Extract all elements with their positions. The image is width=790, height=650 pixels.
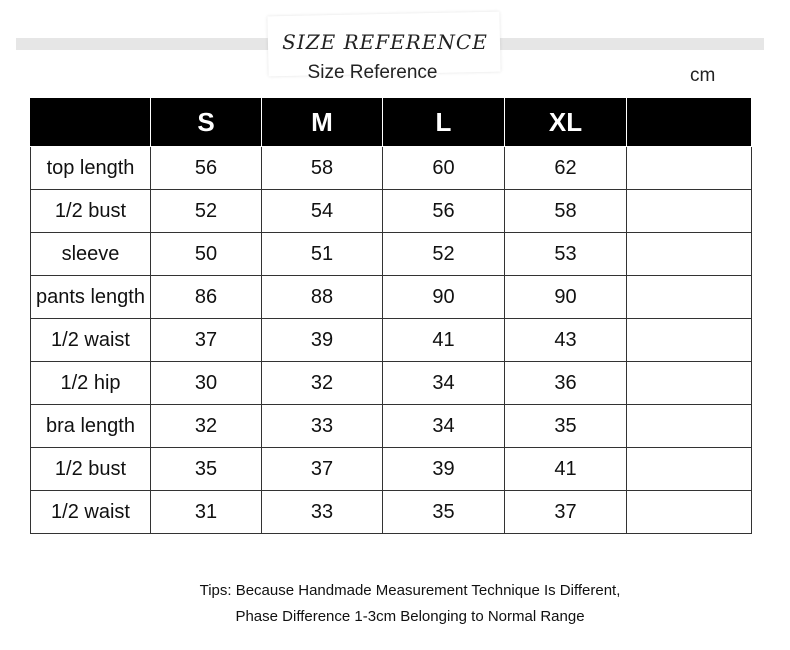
row-label: 1/2 bust xyxy=(31,190,151,233)
size-table xyxy=(30,97,752,534)
table-cell-empty xyxy=(627,276,752,319)
row-label: top length xyxy=(31,147,151,190)
table-cell-empty xyxy=(627,448,752,491)
table-cell: 56 xyxy=(151,147,262,190)
table-cell: 50 xyxy=(151,233,262,276)
row-label: pants length xyxy=(31,276,151,319)
table-cell: 90 xyxy=(505,276,627,319)
table-cell-empty xyxy=(627,319,752,362)
table-cell: 35 xyxy=(505,405,627,448)
table-row xyxy=(31,233,752,276)
table-cell: 58 xyxy=(262,147,383,190)
tips-line-1: Tips: Because Handmade Measurement Technique Is Different, xyxy=(199,582,621,599)
table-row xyxy=(31,276,752,319)
table-row xyxy=(31,319,752,362)
table-cell: 52 xyxy=(151,190,262,233)
table-cell: 60 xyxy=(383,147,505,190)
row-label: 1/2 bust xyxy=(31,448,151,491)
table-cell-empty xyxy=(627,405,752,448)
table-cell: 56 xyxy=(383,190,505,233)
table-cell-empty xyxy=(627,362,752,405)
table-cell: 52 xyxy=(383,233,505,276)
table-cell-empty xyxy=(627,233,752,276)
table-cell: 35 xyxy=(151,448,262,491)
table-cell-empty xyxy=(627,190,752,233)
table-cell-empty xyxy=(627,491,752,534)
table-cell: 41 xyxy=(383,319,505,362)
row-label: 1/2 hip xyxy=(31,362,151,405)
table-cell: 36 xyxy=(505,362,627,405)
row-label: 1/2 waist xyxy=(31,319,151,362)
table-cell: 39 xyxy=(383,448,505,491)
table-cell: 35 xyxy=(383,491,505,534)
table-row xyxy=(31,405,752,448)
table-cell: 88 xyxy=(262,276,383,319)
row-label: sleeve xyxy=(31,233,151,276)
table-cell: 30 xyxy=(151,362,262,405)
table-cell: 37 xyxy=(505,491,627,534)
table-cell: 62 xyxy=(505,147,627,190)
table-cell: 53 xyxy=(505,233,627,276)
header-cell-size-m: M xyxy=(262,98,383,147)
table-cell: 37 xyxy=(151,319,262,362)
tips-line-2: Phase Difference 1-3cm Belonging to Normal Range xyxy=(235,608,585,625)
table-cell: 86 xyxy=(151,276,262,319)
table-cell: 54 xyxy=(262,190,383,233)
table-row xyxy=(31,147,752,190)
page-subtitle: Size Reference xyxy=(307,62,438,83)
tips-note xyxy=(160,578,660,630)
unit-label: cm xyxy=(690,65,716,86)
table-cell: 34 xyxy=(383,405,505,448)
header-cell-size-xl: XL xyxy=(505,98,627,147)
table-cell: 37 xyxy=(262,448,383,491)
table-row xyxy=(31,190,752,233)
table-row xyxy=(31,491,752,534)
table-cell: 32 xyxy=(262,362,383,405)
table-cell: 39 xyxy=(262,319,383,362)
table-cell: 90 xyxy=(383,276,505,319)
table-cell-empty xyxy=(627,147,752,190)
table-cell: 51 xyxy=(262,233,383,276)
table-cell: 33 xyxy=(262,491,383,534)
table-cell: 33 xyxy=(262,405,383,448)
table-cell: 58 xyxy=(505,190,627,233)
table-row xyxy=(31,448,752,491)
row-label: 1/2 waist xyxy=(31,491,151,534)
header-cell-blank-end xyxy=(627,98,752,147)
table-cell: 43 xyxy=(505,319,627,362)
table-body xyxy=(31,147,752,534)
row-label: bra length xyxy=(31,405,151,448)
header-cell-size-l: L xyxy=(383,98,505,147)
table-header-row xyxy=(31,98,752,147)
table-row xyxy=(31,362,752,405)
table-cell: 31 xyxy=(151,491,262,534)
page-title: SIZE REFERENCE xyxy=(282,30,488,54)
table-cell: 32 xyxy=(151,405,262,448)
header-cell-blank xyxy=(31,98,151,147)
header-cell-size-s: S xyxy=(151,98,262,147)
table-cell: 41 xyxy=(505,448,627,491)
table-cell: 34 xyxy=(383,362,505,405)
